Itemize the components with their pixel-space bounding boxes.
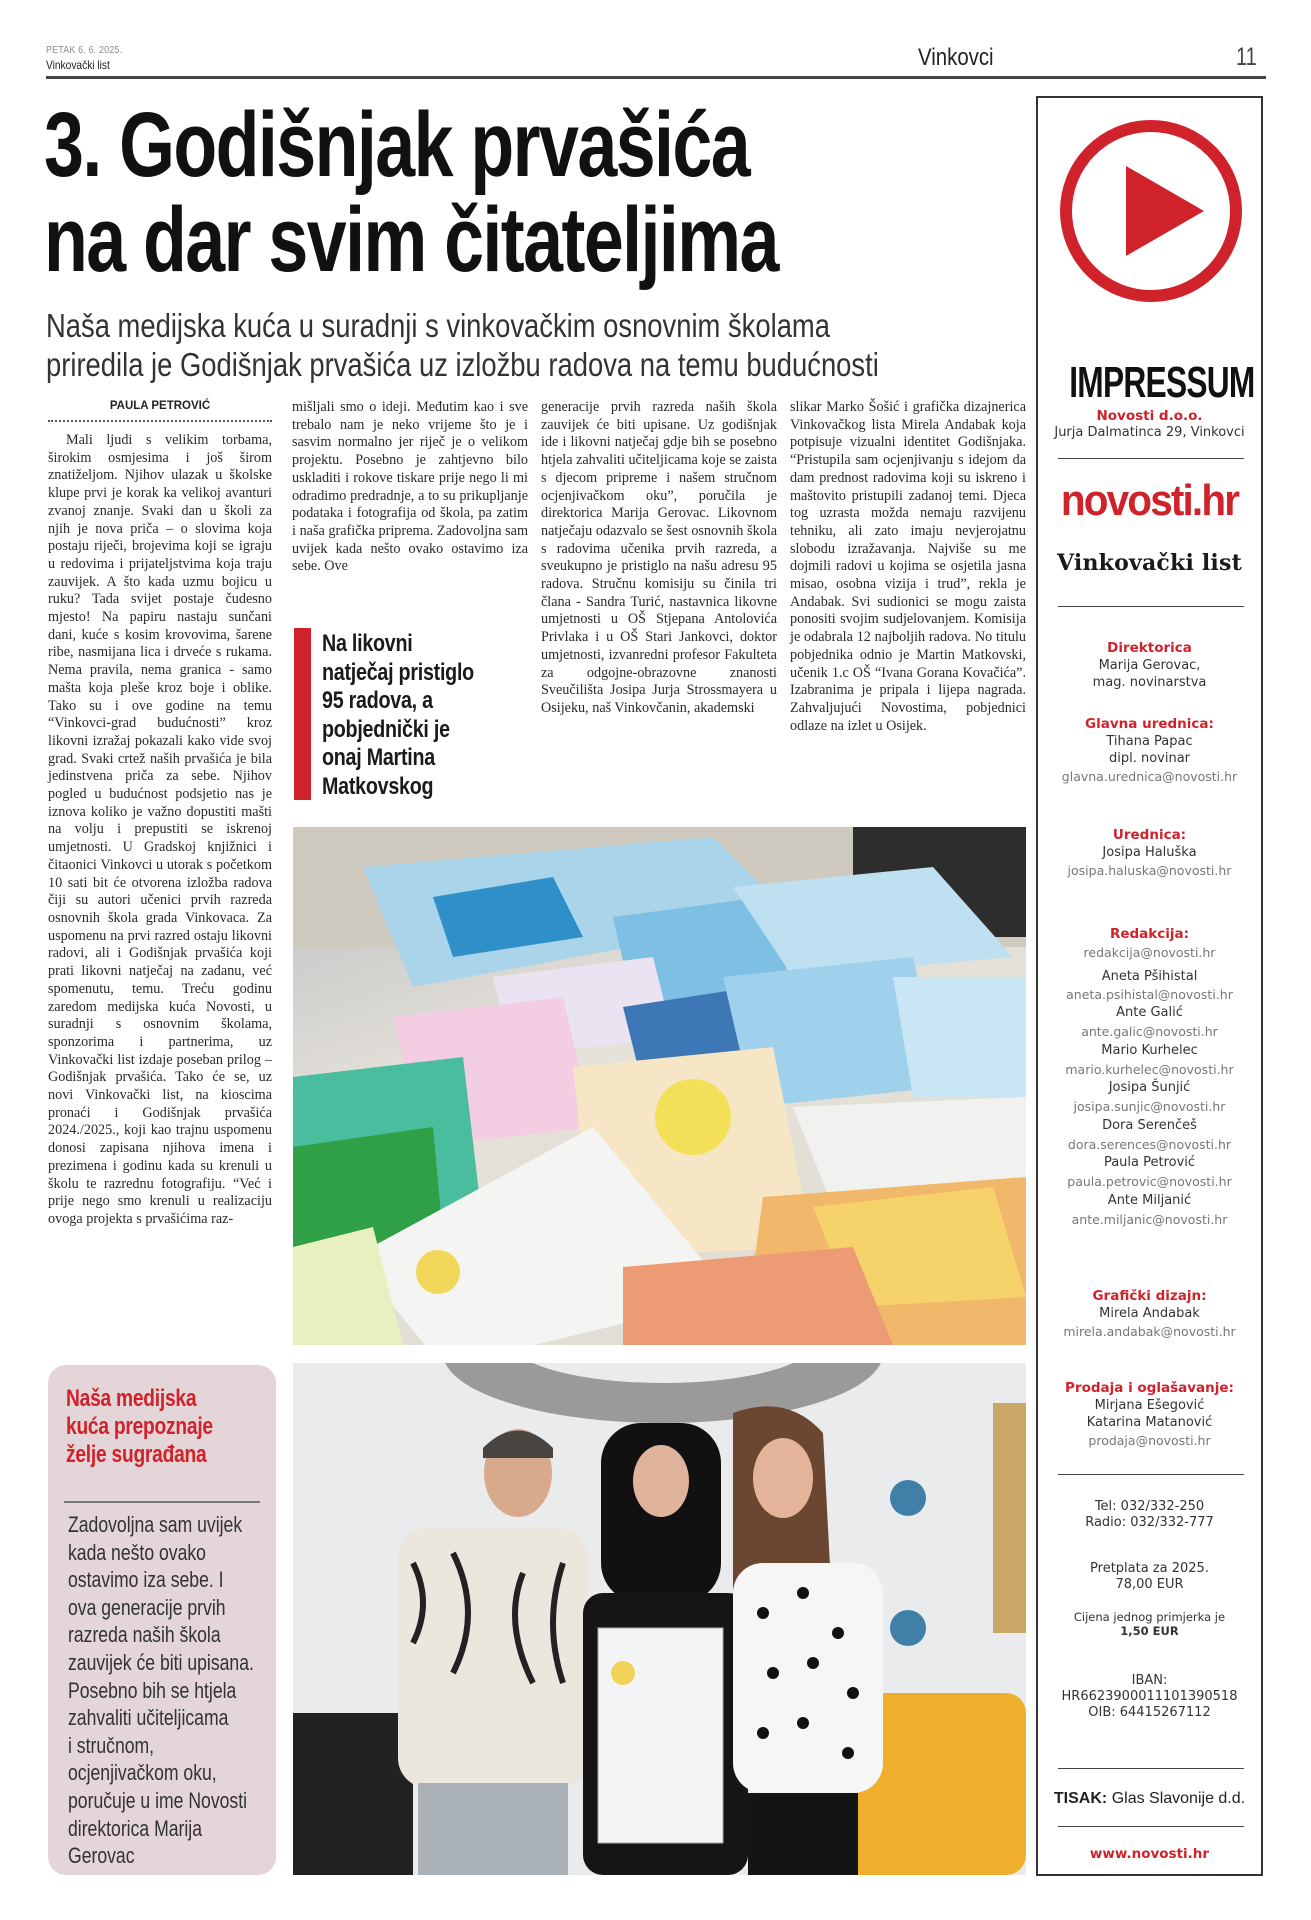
byline: PAULA PETROVIĆ	[109, 400, 211, 412]
phone-number: Tel: 032/332-250	[1094, 1499, 1205, 1514]
subheadline	[46, 306, 1042, 384]
staff-email[interactable]: ante.galic@novosti.hr	[1081, 1024, 1218, 1039]
staff-name: Aneta Pšihistal	[1101, 969, 1198, 984]
chief-editor-label: Glavna urednica:	[1085, 716, 1214, 732]
staff-email[interactable]: ante.miljanic@novosti.hr	[1071, 1212, 1228, 1227]
group-illustration	[293, 1363, 1026, 1875]
sales-name-1: Mirjana Ešegović	[1094, 1398, 1205, 1413]
director-name: Marija Gerovac,	[1098, 658, 1201, 673]
article-column-1	[48, 432, 272, 1229]
editor-name: Josipa Haluška	[1102, 845, 1197, 860]
quote-box-text	[68, 1511, 276, 1870]
pull-quote-line: 95 radova, a	[322, 687, 433, 714]
quote-box-title	[66, 1385, 274, 1469]
quote-box-line: razreda naših škola	[68, 1622, 221, 1648]
quote-box-title-line: kuća prepoznaje	[66, 1413, 213, 1440]
quote-box-line: i stručnom,	[68, 1732, 155, 1758]
publisher-name: Novosti d.o.o.	[1096, 408, 1203, 424]
subscription-line-2: 78,00 EUR	[1115, 1577, 1184, 1592]
header-divider	[46, 76, 1266, 79]
publisher-address: Jurja Dalmatinca 29, Vinkovci	[1054, 425, 1245, 440]
subscription-line-1: Pretplata za 2025.	[1090, 1561, 1209, 1576]
headline-line-2: na dar svim čitateljima	[44, 189, 778, 291]
quote-box-title-line: Naša medijska	[66, 1385, 197, 1412]
quote-box-line: Gerovac	[68, 1843, 135, 1869]
website-link[interactable]: www.novosti.hr	[1089, 1846, 1210, 1862]
subhead-line-1: Naša medijska kuća u suradnji s vinkovačkim osnovnim školama	[46, 307, 830, 344]
article-column-4	[790, 399, 1026, 735]
staff-email[interactable]: mario.kurhelec@novosti.hr	[1065, 1062, 1234, 1077]
chief-editor-email[interactable]: glavna.urednica@novosti.hr	[1061, 769, 1238, 784]
group-photo	[293, 1363, 1026, 1875]
article-column-3	[541, 399, 777, 718]
subhead-line-2: priredila je Godišnjak prvašića uz izložbu radova na temu budućnosti	[46, 346, 879, 383]
staff-email[interactable]: josipa.sunjic@novosti.hr	[1073, 1099, 1226, 1114]
sales-name-2: Katarina Matanović	[1086, 1415, 1213, 1430]
paper-name: Vinkovački list	[46, 58, 110, 72]
sales-label: Prodaja i oglašavanje:	[1065, 1380, 1234, 1396]
design-name: Mirela Andabak	[1099, 1306, 1200, 1321]
play-icon	[1056, 116, 1246, 306]
quote-box-line: ova generacije prvih	[68, 1594, 226, 1620]
vinkovacki-list-logo: Vinkovački list	[1057, 550, 1242, 576]
article-paragraph: mišljali smo o ideji. Međutim kao i sve trebalo nam je neko vrijeme što je i sasvim normalno jer riječ je o velikom projektu. Posebno je zahtjevno bilo uskladiti i rokove tiskare prije nego li mi odradimo predradnje, a to su prikupljanje podataka i fotografija od škola, pa zatim i naša grafička priprema. Zadovoljna sam uvijek kada nešto ovako ostavimo iza sebe. Ove	[292, 399, 528, 575]
printer-info	[1038, 1790, 1261, 1808]
director-label: Direktorica	[1107, 640, 1192, 656]
impressum-title: IMPRESSUM	[1069, 358, 1255, 407]
design-email[interactable]: mirela.andabak@novosti.hr	[1063, 1324, 1236, 1339]
director-title: mag. novinarstva	[1092, 675, 1207, 690]
staff-name: Mario Kurhelec	[1101, 1043, 1198, 1058]
quote-box-line: ostavimo iza sebe. I	[68, 1567, 224, 1593]
staff-email[interactable]: aneta.psihistal@novosti.hr	[1066, 987, 1233, 1002]
pull-quote	[294, 628, 524, 800]
oib-value: OIB: 64415267112	[1088, 1705, 1211, 1720]
article-column-2	[292, 399, 528, 576]
page-number: 11	[1236, 43, 1257, 71]
staff-name: Dora Serenčeš	[1102, 1118, 1197, 1133]
quote-box-line: poručuje u ime Novosti	[68, 1787, 248, 1813]
pull-quote-line: natječaj pristiglo	[322, 658, 474, 686]
novosti-logo: novosti.hr	[1060, 476, 1239, 525]
staff-name: Ante Miljanić	[1107, 1193, 1192, 1208]
staff-email[interactable]: dora.serences@novosti.hr	[1067, 1137, 1232, 1152]
quote-box-line: Posebno bih se htjela	[68, 1677, 237, 1703]
quote-box-line: zahvaliti učiteljicama	[68, 1705, 229, 1731]
printer-label: TISAK:	[1053, 1790, 1108, 1807]
pull-quote-text	[322, 630, 494, 801]
chief-editor-name: Tihana Papac	[1106, 734, 1193, 749]
editor-label: Urednica:	[1112, 827, 1187, 843]
newsroom-label: Redakcija:	[1109, 926, 1190, 942]
quote-box-line: kada nešto ovako	[68, 1539, 206, 1565]
newsroom-email[interactable]: redakcija@novosti.hr	[1083, 945, 1216, 960]
staff-name: Ante Galić	[1116, 1005, 1183, 1020]
quote-box-line: zauvijek će biti upisana.	[68, 1649, 254, 1675]
pull-quote-line: Matkovskog	[322, 772, 434, 800]
section-title: Vinkovci	[918, 44, 994, 71]
pull-quote-line: Na likovni	[322, 630, 413, 657]
radio-number: Radio: 032/332-777	[1085, 1515, 1214, 1530]
chief-editor-title: dipl. novinar	[1108, 751, 1191, 766]
staff-email[interactable]: paula.petrovic@novosti.hr	[1067, 1174, 1232, 1189]
impressum-panel	[1036, 96, 1263, 1876]
editor-email[interactable]: josipa.haluska@novosti.hr	[1067, 863, 1232, 878]
article-paragraph: Mali ljudi s velikim torbama, širokim osmjesima i još širom znatiželjom. Njihov ulazak u školske klupe prvi je korak ka velikoj avanturi zvanoj znanje. Svaki dan u školi za njih je nova priča – o slovima koja postaju riječi, brojevima koji se igraju u redovima i prijateljstvima koja traju zauvijek. A što kada uzmu bojicu u ruku? Tada svijet postaje čudesno mjesto! Na papiru nastaju sunčani dani, kuće s kosim krovovima, šarene ribe, nasmijana lica i drveće s rukama. Nema pravila, nema granica - samo mašta koja pleše kroz boje i oblike. Tako su i ove godine na temu “Vinkovci-grad budućnosti” kroz likovni izražaj pokazali kako vide svoj grad. Svaki crtež naših prvašića je bila jedinstvena priča za sebe. Njihov pogled u budućnost podsjetio nas je iznova koliko je važno dopustiti mašti na volju i prepustiti se iskrenoj umjetnosti. U Gradskoj knjižnici i čitaonici Vinkovci u utorak s početkom 10 sati bit će otvorena izložba radova čiji su autori učenici prvih razreda osnovnih škola grada Vinkovaca. Za uspomenu na prvi razred ostaju likovni radovi, ali i Godišnjak prvašića koji prati likovni natječaj na zadanu, već spomenutu, temu. Treću godinu zaredom medijska kuća Novosti, u suradnji s osnovnim školama, sponzorima i partnerima, uz Vinkovački list izdaje poseban prilog – Godišnjak prvašića. Tako će se, uz novi Vinkovački list, na kioscima pronaći i Godišnjak prvašića 2024./2025., koji kao trajnu uspomenu donosi zapisana njihova imena i prezimena i godinu kada su krenuli u školu te razrednu fotografiju. “Već i prije nego smo krenuli u realizaciju ovoga projekta s prvašićima raz-	[48, 432, 272, 1227]
design-label: Grafički dizajn:	[1092, 1288, 1207, 1304]
quote-box-line: ocjenjivačkom oku,	[68, 1760, 217, 1786]
children-drawings-photo	[293, 827, 1026, 1345]
impressum-divider	[1058, 606, 1244, 607]
impressum-divider	[1058, 1474, 1244, 1475]
quote-box-line: direktorica Marija	[68, 1815, 202, 1841]
pull-quote-bar	[294, 628, 311, 800]
impressum-divider	[1058, 1826, 1244, 1827]
printer-name: Glas Slavonije d.d.	[1111, 1790, 1246, 1807]
article-paragraph: slikar Marko Šošić i grafička dizajnerica Vinkovačkog lista Mirela Andabak koja potpisuje vizualni identitet Godišnjaka. “Pristupila sam ocjenjivanju s idejom da dam prednost radovima koji su iskreno i maštovito pristupili zadanoj temi. Djeca tog uzrasta možda nemaju razvijenu tehniku, ali zato imaju nevjerojatnu slobodu izražavanja. Najviše su me dojmili radovi u kojima se osjetila jasna misao, osobna vizija i trud”, rekla je Andabak. Svi sudionici se mogu zaista ponositi svojim sudjelovanjem. Komisija je odabrala 12 najboljih radova. No titulu pobjednika odnio je Martin Matkovski, učenik 1.c OŠ “Ivana Gorana Kovačića”. Izabranima je pripala i lijepa nagrada. Zahvaljujući Novostima, pobjednici odlaze na izlet u Osijek.	[790, 399, 1026, 734]
issue-date: PETAK 6. 6. 2025.	[46, 44, 123, 56]
byline-divider	[48, 420, 272, 422]
headline	[44, 94, 816, 291]
iban-value: HR6623900011101390518	[1061, 1689, 1238, 1704]
sales-email[interactable]: prodaja@novosti.hr	[1088, 1433, 1211, 1448]
headline-line-1: 3. Godišnjak prvašića	[44, 94, 750, 196]
price-line-2: 1,50 EUR	[1120, 1624, 1179, 1638]
pull-quote-line: pobjednički je	[322, 715, 450, 743]
article-paragraph: generacije prvih razreda naših škola zauvijek će biti upisane. Uz godišnjak ide i likovni natječaj gdje bih se posebno htjela zahvaliti učiteljicama koje se zaista s djecom pripreme i našem stručnom ocjenjivačkom oku”, poručila je direktorica Marija Gerovac. Likovnom natječaju odazvalo se šest osnovnih škola s radovima učenika prvih razreda, a sveukupno je pristiglo na našu adresu 95 radova. Stručnu komisiju su činila tri člana - Sandra Turić, nastavnica likovne umjetnosti u OŠ Stjepana Antolovića Privlaka i u OŠ Stari Jankovci, doktor umjetnosti, izvanredni profesor Fakulteta za odgojne-obrazovne znanosti Sveučilišta Josipa Jurja Strossmayera u Osijeku, naš Vinkovčanin, akademski	[541, 399, 777, 716]
staff-name: Paula Petrović	[1103, 1155, 1196, 1170]
iban-label: IBAN:	[1131, 1673, 1168, 1688]
impressum-divider	[1058, 458, 1244, 459]
quote-box-title-line: želje sugrađana	[66, 1441, 207, 1468]
quote-box-divider	[64, 1501, 260, 1503]
drawings-illustration	[293, 827, 1026, 1345]
pull-quote-line: onaj Martina	[322, 744, 435, 771]
price-line-1: Cijena jednog primjerka je	[1073, 1610, 1226, 1624]
staff-name: Josipa Šunjić	[1108, 1080, 1191, 1095]
impressum-divider	[1058, 1768, 1244, 1769]
quote-box-line: Zadovoljna sam uvijek	[68, 1512, 243, 1537]
quote-box	[48, 1365, 276, 1875]
